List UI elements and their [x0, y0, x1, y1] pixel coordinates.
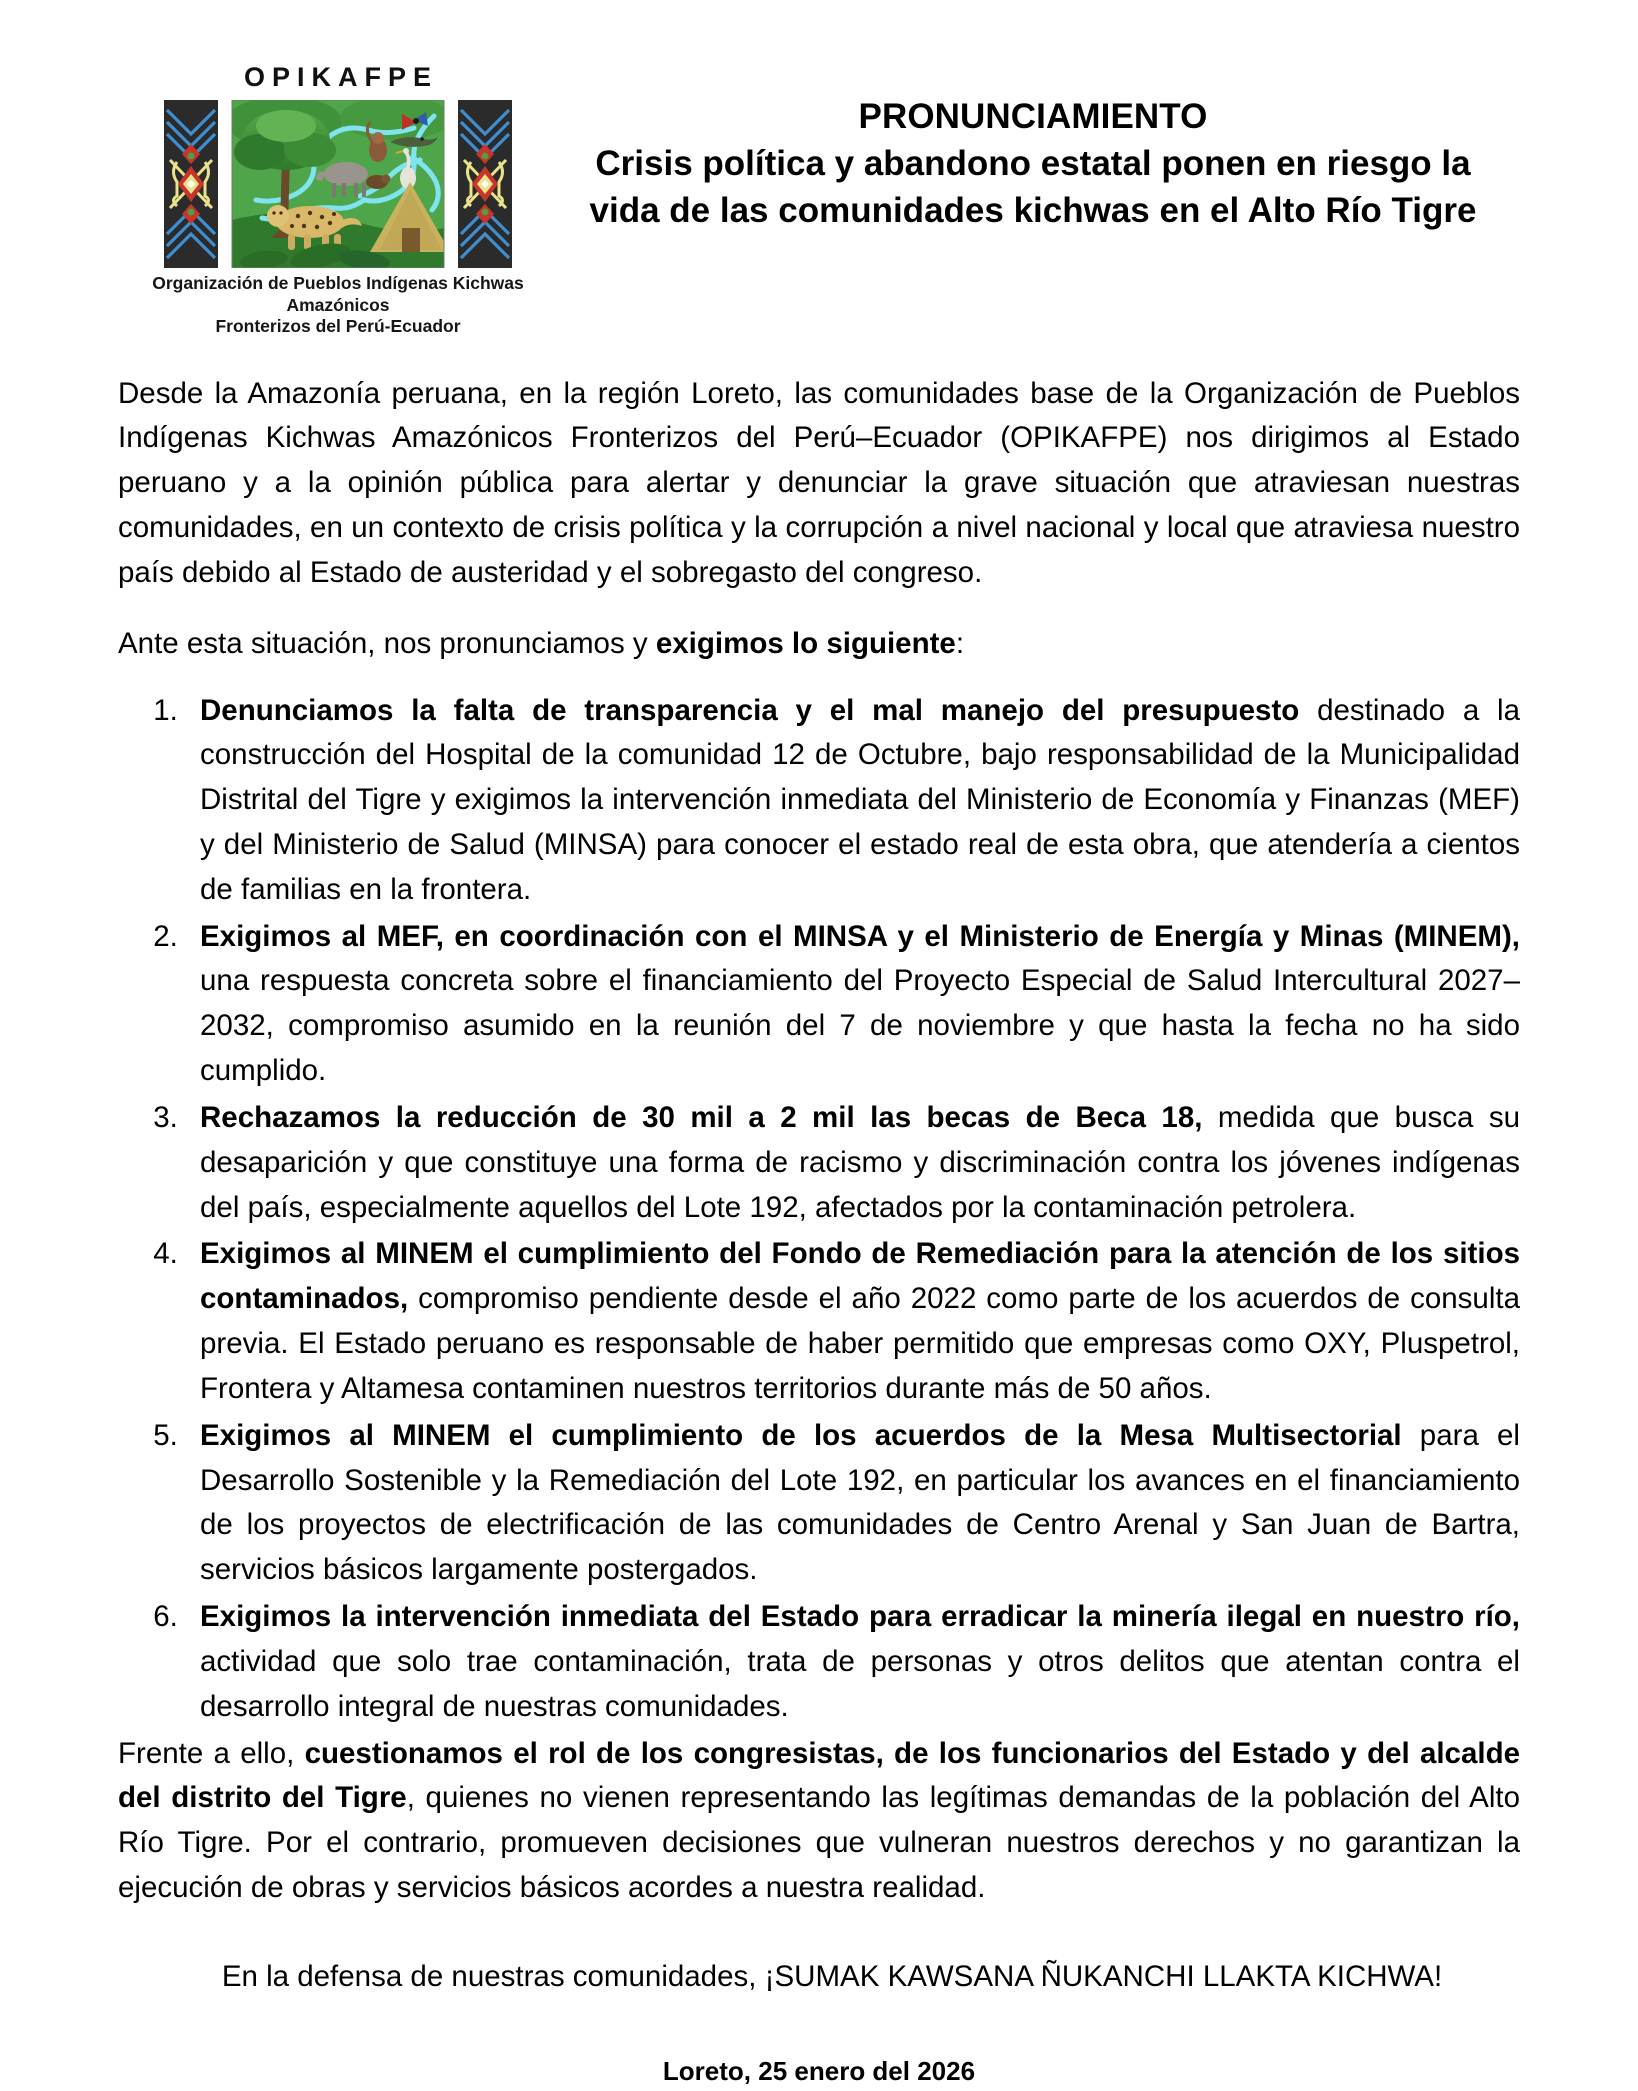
demand-bold: Exigimos al MINEM el cumplimiento del Fondo de Remediación para la atención de los sitios contaminados, [200, 1237, 1520, 1316]
intro-paragraph: Desde la Amazonía peruana, en la región Loreto, las comunidades base de la Organización de Pueblos Indígenas Kichwas Amazónicos Fronterizos del Perú–Ecuador (OPIKAFPE) nos dirigimos al Estado peruano y a la opinión pública para alertar y denunciar la grave situación que atraviesan nuestras comunidades, en un contexto de crisis política y la corrupción a nivel nacional y local que atraviesa nuestro país debido al Estado de austeridad y el sobregasto del congreso. [118, 376, 1520, 589]
logo-caption-line-1: Organización de Pueblos Indígenas Kichwas Amazónicos [152, 273, 524, 315]
page-subtitle: Crisis política y abandono estatal ponen en riesgo la vida de las comunidades kichwas en el Alto Río Tigre [589, 143, 1477, 230]
list-item [186, 1096, 1520, 1230]
demand-bold: Exigimos al MINEM el cumplimiento de los acuerdos de la Mesa Multisectorial [200, 1418, 1402, 1452]
closing-paragraph [118, 1732, 1520, 1911]
demand-bold: Exigimos al MEF, en coordinación con el MINSA y el Ministerio de Energía y Minas (MINEM), [200, 919, 1520, 953]
list-item [186, 1232, 1520, 1411]
demand-rest: compromiso pendiente desde el año 2022 como parte de los acuerdos de consulta previa. El Estado peruano es responsable de haber permitido que empresas como OXY, Pluspetrol, Frontera y Altamesa contaminen nuestros territorios durante más de 50 años. [200, 1282, 1520, 1405]
lead-in-plain: Ante esta situación, nos pronunciamos y [118, 626, 656, 660]
logo-caption-line-2: Fronterizos del Perú-Ecuador [215, 316, 461, 337]
logo-artwork-amazon-scene [164, 100, 512, 268]
lead-in-tail: : [955, 626, 965, 660]
closing-lead: Frente a ello, [118, 1736, 305, 1770]
right-ornament-panel [458, 100, 512, 268]
demand-bold: Rechazamos la reducción de 30 mil a 2 mil las becas de Beca 18, [200, 1100, 1203, 1134]
list-item [186, 689, 1520, 913]
demand-bold: Exigimos la intervención inmediata del Estado para erradicar la minería ilegal en nuestro río, [200, 1600, 1520, 1634]
demand-rest: para el Desarrollo Sostenible y la Remediación del Lote 192, en particular los avances en el financiamiento de los proyectos de electrificación de las comunidades de Centro Arenal y San Juan de Bartra, servicios básicos largamente postergados. [200, 1418, 1520, 1587]
closing-rest: , quienes no vienen representando las legítimas demandas de la población del Alto Río Tigre. Por el contrario, promueven decisiones que vulneran nuestros derechos y no garantizan la ejecución de obras y servicios básicos acordes a nuestra realidad. [118, 1781, 1520, 1905]
lead-in-bold: exigimos lo siguiente [655, 626, 956, 660]
demand-rest: medida que busca su desaparición y que constituye una forma de racismo y discriminación contra los jóvenes indígenas del país, especialmente aquellos del Lote 192, afectados por la contaminación petrolera. [200, 1100, 1520, 1224]
place-and-date: Loreto, 25 enero del 2026 [662, 2055, 976, 2086]
title-block [548, 62, 1520, 235]
lead-in-paragraph [118, 622, 1520, 667]
logo-wordmark: OPIKAFPE [243, 62, 439, 92]
slogan-line: En la defensa de nuestras comunidades, ¡SUMAK KAWSANA ÑUKANCHI LLAKTA KICHWA! [221, 1959, 1443, 1993]
demand-rest: actividad que solo trae contaminación, trata de personas y otros delitos que atentan contra el desarrollo integral de nuestras comunidades. [200, 1644, 1520, 1723]
opikafpe-logo [118, 62, 548, 338]
page-title: PRONUNCIAMIENTO [858, 97, 1208, 136]
document-header [118, 0, 1520, 338]
list-item [186, 1414, 1520, 1593]
list-item [186, 915, 1520, 1094]
list-item [186, 1595, 1520, 1729]
rainforest-scene [226, 100, 452, 268]
demand-rest: una respuesta concreta sobre el financiamiento del Proyecto Especial de Salud Intercultural 2027–2032, compromiso asumido en la reunión del 7 de noviembre y que hasta la fecha no ha sido cumplido. [200, 964, 1520, 1088]
left-ornament-panel [164, 100, 218, 268]
demands-list [118, 689, 1520, 1730]
document-body [118, 372, 1520, 2091]
demand-bold: Denunciamos la falta de transparencia y el mal manejo del presupuesto [200, 693, 1300, 727]
demand-rest: destinado a la construcción del Hospital de la comunidad 12 de Octubre, bajo responsabilidad de la Municipalidad Distrital del Tigre y exigimos la intervención inmediata del Ministerio de Economía y Finanzas (MEF) y del Ministerio de Salud (MINSA) para conocer el estado real de esta obra, que atendería a cientos de familias en la frontera. [200, 693, 1520, 906]
closing-bold: cuestionamos el rol de los congresistas, de los funcionarios del Estado y del alcalde del distrito del Tigre [118, 1736, 1520, 1815]
logo-caption [138, 273, 538, 338]
